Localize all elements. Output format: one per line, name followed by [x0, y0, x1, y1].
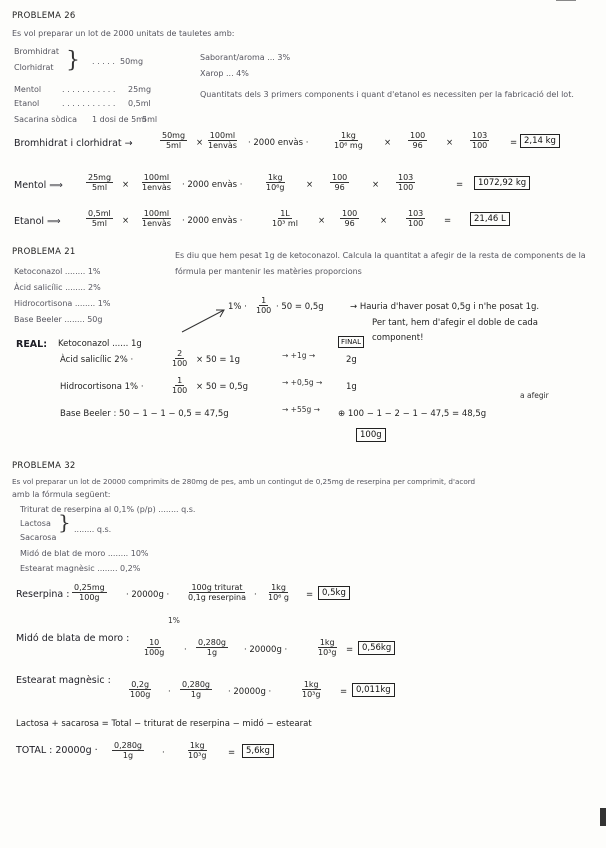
p21-r3-res: ⊕ 100 − 1 − 2 − 1 − 47,5 = 48,5g [338, 409, 487, 419]
brace: } [58, 510, 71, 534]
p32-item-4: Midó de blat de moro ........ 10% [20, 549, 149, 558]
value-mentol: 25mg [128, 85, 152, 94]
p32-intro-1: Es vol preparar un lot de 20000 comprimits de 280mg de pes, amb un contingut de 0,25mg de reserpina per comprimit, d'acord [12, 477, 476, 486]
dots: . . . . . . . . . . . [62, 99, 116, 108]
page-top-mark [556, 0, 576, 5]
value-etanol: 0,5ml [128, 99, 151, 108]
p32-item-1: Triturat de reserpina al 0,1% (p/p) ........ q.s. [20, 505, 196, 514]
item-clorhidrat: Clorhidrat [14, 63, 54, 72]
p32-est-result: 0,011kg [352, 683, 395, 697]
p21-calc-b: · 50 = 0,5g [276, 302, 324, 312]
problem-26-title: PROBLEMA 26 [12, 11, 76, 21]
item-mentol: Mentol [14, 85, 42, 94]
problem-32-title: PROBLEMA 32 [12, 461, 76, 471]
p21-real-label: REAL: [16, 339, 48, 350]
calc1-result: 2,14 kg [520, 134, 560, 148]
p32-item-3: Sacarosa [20, 533, 57, 542]
p32-total-frac1: $\frac{0,280g}{1g}$ [114, 741, 142, 760]
problem-21-title: PROBLEMA 21 [12, 247, 76, 257]
p21-arrow [180, 306, 230, 334]
dots: . . . . . [92, 57, 115, 66]
calc1-frac2: 100ml 1envàs [208, 131, 237, 150]
p21-r3-note: a afegir [520, 391, 549, 400]
p21-r1: Àcid salicílic 2% · [60, 355, 134, 365]
p21-real-k: Ketoconazol ...... 1g [58, 339, 142, 349]
p32-mid-frac3: $\frac{1kg}{\text{10³g}}$ [318, 638, 337, 657]
p21-item-3: Hidrocortisona ........ 1% [14, 299, 111, 308]
p32-res-frac1: $\frac{0,25mg}{100g}$ [74, 583, 105, 602]
p32-est-frac1: $\frac{0,2g}{100g}$ [130, 680, 151, 699]
p32-qs: ........ q.s. [74, 525, 112, 534]
p21-r3-total: 100g [356, 428, 386, 442]
p21-note: Es diu que hem pesat 1g de ketoconazol. Calcula la quantitat a afegir de la resta de components de la fórmula per mantenir les matèries proporcions [175, 251, 586, 276]
calc1-frac1: $\frac{50mg}{5ml}$ [162, 131, 186, 150]
calc3-frac1: $\frac{0,5ml}{5ml}$ [88, 209, 111, 228]
calc2-label: Mentol ⟹ [14, 180, 63, 191]
calc1-frac5: $\frac{103}{100}$ [472, 131, 488, 150]
p21-r2: Hidrocortisona 1% · [60, 382, 144, 392]
p32-est-frac2: $\frac{0,280g}{1g}$ [182, 680, 210, 699]
page-edge-mark [600, 808, 606, 826]
calc1-frac4: $\frac{100}{96}$ [410, 131, 426, 150]
calc2-frac5: $\frac{103}{100}$ [398, 173, 414, 192]
calc2-frac1: $\frac{25mg}{5ml}$ [88, 173, 112, 192]
p32-res-result: 0,5kg [318, 586, 350, 600]
excip-2: Xarop ... 4% [200, 69, 249, 78]
p21-r2-arrow: → +0,5g → [282, 378, 323, 387]
p21-r2-frac: $\frac{1}{100}$ [172, 376, 188, 395]
p32-item-5: Estearat magnèsic ........ 0,2% [20, 564, 141, 573]
calc2-frac2: 100ml 1envàs [142, 173, 171, 192]
p32-total-result: 5,6kg [242, 744, 274, 758]
p21-r1-res: 2g [346, 355, 357, 365]
calc1-frac3: $\frac{1kg}{\text{10⁶ mg}}$ [334, 131, 363, 150]
p32-total-label: TOTAL : 20000g · [16, 745, 98, 756]
calc3-label: Etanol ⟹ [14, 216, 61, 227]
p32-est-mid: · 20000g · [228, 687, 272, 697]
calc3-mid: · 2000 envàs · [182, 216, 243, 226]
p21-r3-arrow: → +55g → [282, 405, 320, 414]
item-bromhidrat: Bromhidrat [14, 47, 59, 56]
p21-item-4: Base Beeler ........ 50g [14, 315, 103, 324]
p21-calc-frac: $\frac{1}{100}$ [256, 296, 272, 315]
p21-arrow-note-3: component! [372, 333, 424, 343]
p21-final-badge: FINAL [338, 336, 364, 348]
p21-r2-b: × 50 = 0,5g [196, 382, 249, 392]
p32-mid-label: Midó de blata de moro : [16, 633, 130, 644]
p21-arrow-note-2: Per tant, hem d'afegir el doble de cada [372, 318, 539, 328]
p21-r1-frac: $\frac{2}{100}$ [172, 349, 188, 368]
p21-r3: Base Beeler : 50 − 1 − 1 − 0,5 = 47,5g [60, 409, 229, 419]
excip-1: Saborant/aroma ... 3% [200, 53, 291, 62]
problem-26-intro: Es vol preparar un lot de 2000 unitats de tauletes amb: [12, 29, 235, 38]
p32-mid-mid: · 20000g · [244, 645, 288, 655]
value-dosis: 1 dosi de 5ml [92, 115, 147, 124]
p32-res-note: 1% [168, 616, 180, 625]
p32-mid-result: 0,56kg [358, 641, 395, 655]
p32-est-label: Estearat magnèsic : [16, 675, 111, 686]
p21-item-1: Ketoconazol ........ 1% [14, 267, 101, 276]
dots: . . . . . . . . . . . [62, 85, 116, 94]
calc3-frac4: $\frac{100}{96}$ [342, 209, 358, 228]
p21-arrow-note-1: → Hauria d'haver posat 0,5g i n'he posat 1g. [350, 302, 540, 312]
p21-r1-b: × 50 = 1g [196, 355, 240, 365]
item-sacarina: Sacarina sòdica [14, 115, 77, 124]
calc3-frac3: $\frac{1L}{\text{10³ ml}}$ [272, 209, 298, 228]
p32-res-mid: · 20000g · [126, 590, 170, 600]
calc2-result: 1072,92 kg [474, 176, 530, 190]
p32-lactosa: Lactosa + sacarosa = Total − triturat de reserpina − midó − estearat [16, 719, 312, 729]
brace: } [66, 48, 80, 73]
calc2-frac3: $\frac{1kg}{\text{10⁶g}}$ [266, 173, 285, 192]
calc3-frac5: $\frac{103}{100}$ [408, 209, 424, 228]
p21-calc-a: 1% · [228, 302, 247, 312]
value-bromhidrat-clor: 50mg [120, 57, 144, 66]
p21-r2-res: 1g [346, 382, 357, 392]
p32-res-frac2: 100g triturat 0,1g reserpina [188, 583, 247, 602]
calc3-frac2: 100ml 1envàs [142, 209, 171, 228]
p32-total-frac2: $\frac{1kg}{\text{10³g}}$ [188, 741, 207, 760]
p32-mid-frac1: $\frac{10}{100g}$ [144, 638, 165, 657]
p32-mid-frac2: $\frac{0,280g}{1g}$ [198, 638, 226, 657]
calc2-mid: · 2000 envàs · [182, 180, 243, 190]
calc1-mid: · 2000 envàs · [248, 138, 309, 148]
p32-res-frac3: $\frac{1kg}{\text{10⁶ g}}$ [268, 583, 290, 602]
item-etanol: Etanol [14, 99, 40, 108]
p32-item-2: Lactosa [20, 519, 51, 528]
calc1-label: Bromhidrat i clorhidrat → [14, 138, 133, 149]
calc3-result: 21,46 L [470, 212, 510, 226]
p21-item-2: Àcid salicílic ........ 2% [14, 283, 101, 292]
calc2-frac4: $\frac{100}{96}$ [332, 173, 348, 192]
p32-res-label: Reserpina : [16, 589, 70, 600]
p32-est-frac3: $\frac{1kg}{\text{10³g}}$ [302, 680, 321, 699]
problem-26-question: Quantitats dels 3 primers components i quant d'etanol es necessiten per la fabricació del lot. [200, 90, 574, 99]
value-sacarina: 5ml [142, 115, 158, 124]
p32-intro-2: amb la fórmula següent: [12, 490, 111, 499]
p21-r1-arrow: → +1g → [282, 351, 316, 360]
